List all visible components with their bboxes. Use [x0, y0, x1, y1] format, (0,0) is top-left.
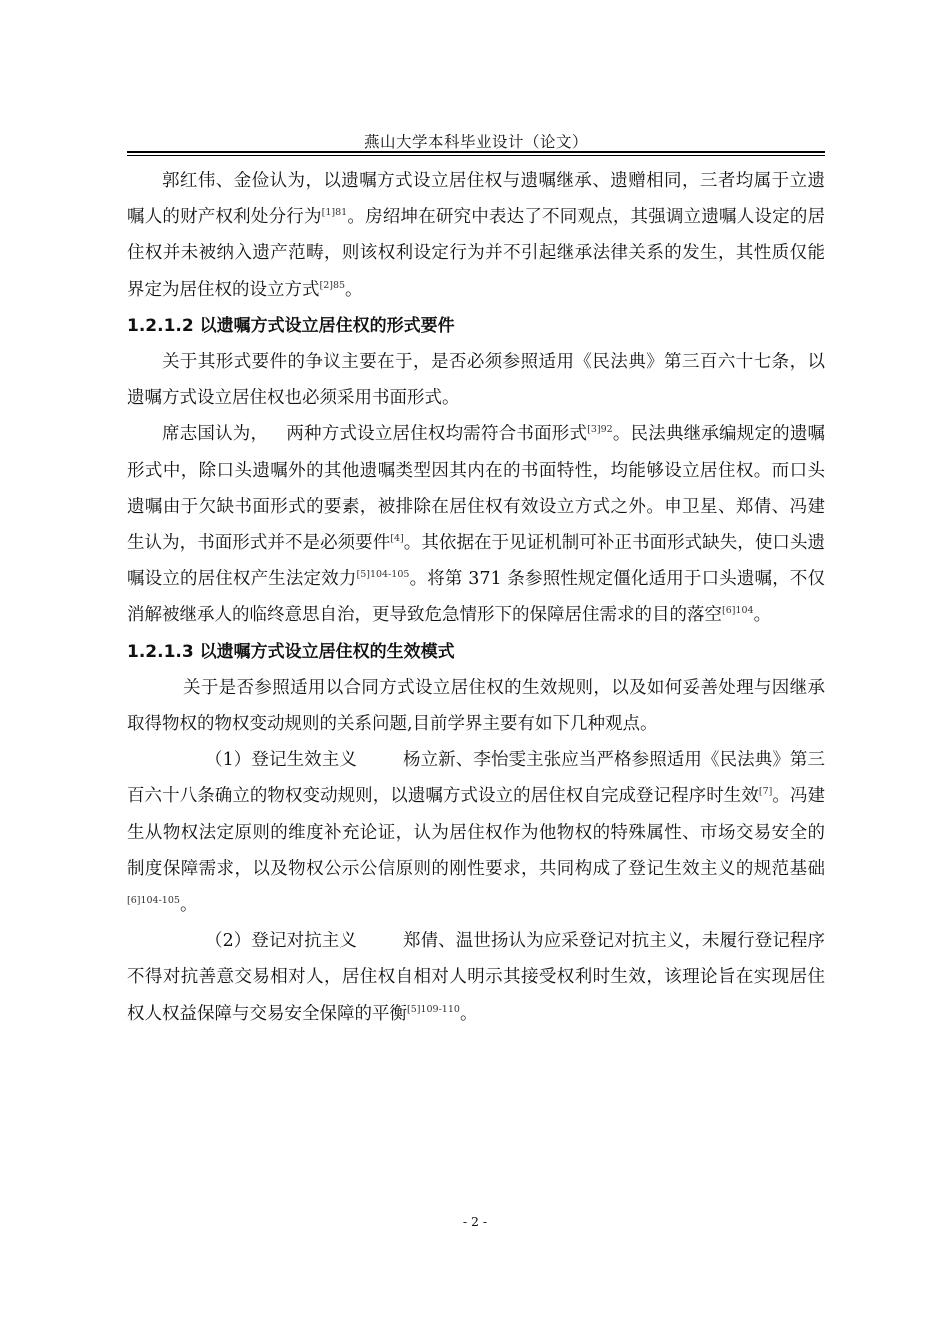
header-rule-thin — [127, 155, 825, 156]
section-heading-1-2-1-2: 1.2.1.2 以遗嘱方式设立居住权的形式要件 — [127, 315, 455, 336]
citation: [6]104 — [722, 605, 754, 617]
text: 席志国认为， — [162, 424, 269, 445]
paragraph-3 — [127, 416, 825, 633]
citation: [3]92 — [587, 424, 613, 436]
page-number: - 2 - — [462, 1214, 488, 1229]
citation: [7] — [758, 786, 773, 798]
text: 。民法典继承编规定的遗嘱形式中，除口头遗嘱外的其他遗嘱类型因其内在的书面特性，均能够设立居住权。而口头遗嘱由于欠缺书面形式的要素，被排除在居住权有效设立方式之外。申卫星、郑倩、冯建生认为，书面形式并不是必须要件 — [127, 424, 826, 554]
citation: [5]109-110 — [407, 1003, 460, 1015]
page-body — [127, 163, 825, 1032]
citation: [4] — [390, 533, 404, 545]
text: 郑倩、温世扬认为应采登记对抗主义，未履行登记程序不得对抗善意交易相对人，居住权自相对人明示其接受权利时生效，该理论旨在实现居住权人权益保障与交易安全保障的平衡 — [127, 931, 825, 1024]
text: 关于是否参照适用以合同方式设立居住权的生效规则，以及如何妥善处理与因继承取得物权的物权变动规则的关系问题,目前学界主要有如下几种观点。 — [127, 677, 825, 735]
paragraph-4 — [127, 670, 825, 742]
text: 关于其形式要件的争议主要在于，是否必须参照适用《民法典》第三百六十七条，以遗嘱方式设立居住权也必须采用书面形式。 — [127, 352, 825, 409]
text: 两种方式设立居住权均需符合书面形式 — [286, 424, 588, 445]
paragraph-2 — [127, 344, 825, 416]
text: 郭红伟、金俭认为，以遗嘱方式设立居住权与遗嘱继承、遗赠相同，三者均属于立遗嘱人的财产权利处分行为 — [127, 171, 825, 228]
text: 。将第 371 条参照性规定僵化适用于口头遗嘱，不仅消解被继承人的临终意思自治，更导致危急情形下的保障居住需求的目的落空 — [127, 569, 825, 626]
citation: [1]81 — [321, 207, 348, 219]
text: 。 — [179, 895, 198, 916]
header-rule — [127, 151, 825, 153]
section-heading-1-2-1-3: 1.2.1.3 以遗嘱方式设立居住权的生效模式 — [127, 641, 455, 662]
page-header: 燕山大学本科毕业设计（论文） — [363, 133, 588, 151]
text: 。其依据在于见证机制可补正书面形式缺失，使口头遗嘱设立的居住权产生法定效力 — [127, 533, 825, 590]
citation: [5]104-105 — [356, 569, 410, 581]
list-label: （2）登记对抗主义 — [205, 931, 357, 952]
paragraph-6 — [127, 923, 825, 1032]
citation: [6]104-105 — [127, 895, 180, 907]
text: 。 — [459, 1003, 478, 1024]
paragraph-1 — [127, 163, 825, 308]
text: 。冯建生从物权法定原则的维度补充论证，认为居住权作为他物权的特殊属性、市场交易安全的制度保障需求，以及物权公示公信原则的刚性要求，共同构成了登记生效主义的规范基础 — [127, 786, 825, 879]
text: 。房绍坤在研究中表达了不同观点，其强调立遗嘱人设定的居住权并未被纳入遗产范畴，则该权利设定行为并不引起继承法律关系的发生，其性质仅能界定为居住权的设立方式 — [127, 207, 826, 300]
text: 。 — [753, 605, 772, 626]
citation: [2]85 — [319, 279, 346, 291]
text: 。 — [345, 279, 363, 300]
list-label: （1）登记生效主义 — [205, 750, 357, 771]
text: 杨立新、李怡雯主张应当严格参照适用《民法典》第三百六十八条确立的物权变动规则，以遗嘱方式设立的居住权自完成登记程序时生效 — [127, 750, 825, 807]
paragraph-5 — [127, 742, 825, 923]
